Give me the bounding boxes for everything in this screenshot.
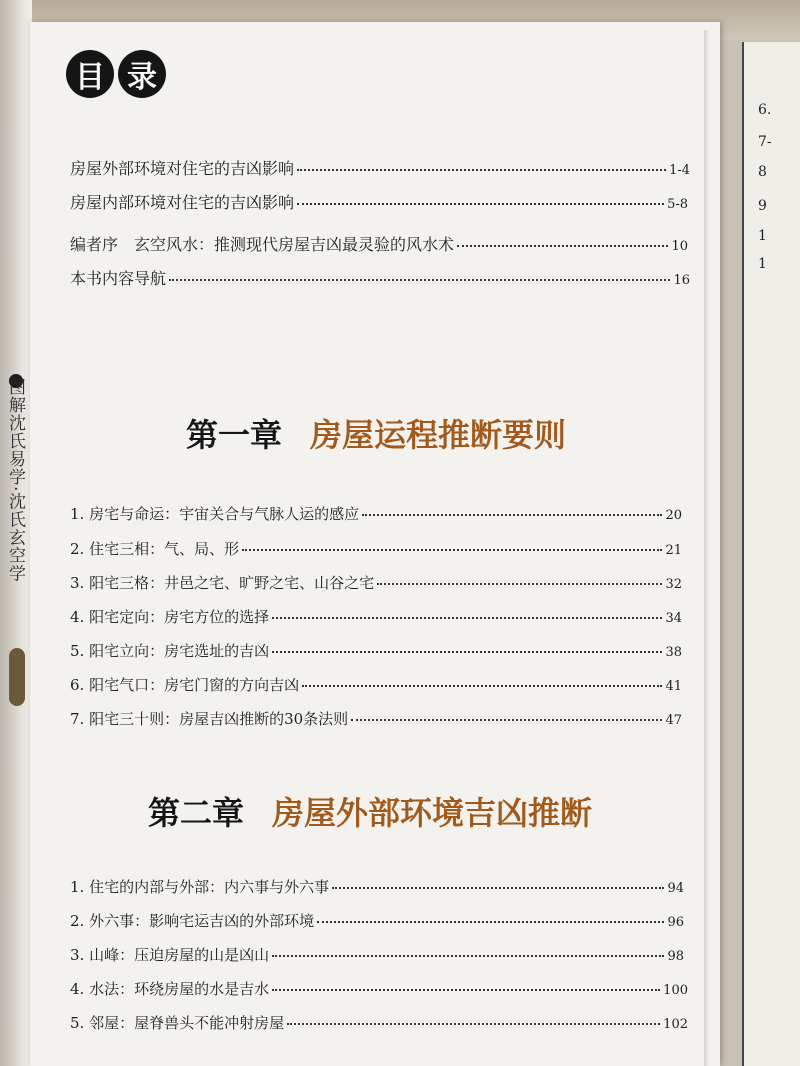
- toc-entry-label: 2. 住宅三相：气、局、形: [70, 540, 240, 558]
- page-title: [66, 50, 166, 98]
- leader-dots: [272, 617, 662, 619]
- toc-entry[interactable]: [70, 572, 682, 593]
- leader-dots: [351, 719, 662, 721]
- title-char: 录: [118, 50, 166, 98]
- next-page: [742, 42, 800, 1066]
- toc-entry-page: 1-4: [669, 163, 690, 178]
- toc-entry-page: 96: [667, 915, 684, 930]
- toc-entry-label: 4. 水法：环绕房屋的水是吉水: [70, 980, 270, 998]
- toc-entry-label: 3. 阳宅三格：井邑之宅、旷野之宅、山谷之宅: [70, 574, 375, 592]
- toc-entry-label: 5. 阳宅立向：房宅选址的吉凶: [70, 642, 270, 660]
- toc-entry-label: 1. 住宅的内部与外部：内六事与外六事: [70, 878, 330, 896]
- toc-entry[interactable]: [70, 156, 690, 179]
- next-page-fragment: 6.: [758, 102, 772, 118]
- title-char: 目: [66, 50, 114, 98]
- chapter-title: 房屋运程推断要则: [310, 416, 567, 454]
- next-page-fragment: 8: [758, 164, 767, 180]
- toc-entry[interactable]: [70, 910, 684, 931]
- leader-dots: [242, 549, 662, 551]
- toc-entry-page: 10: [671, 239, 688, 254]
- toc-entry-label: 7. 阳宅三十则：房屋吉凶推断的30条法则: [70, 710, 349, 728]
- next-page-fragment: 9: [758, 198, 767, 214]
- toc-entry[interactable]: [70, 538, 682, 559]
- spine-seal-icon: [9, 648, 25, 706]
- toc-entry-label: 4. 阳宅定向：房宅方位的选择: [70, 608, 270, 626]
- toc-entry-page: 16: [673, 273, 690, 288]
- toc-entry[interactable]: [70, 978, 688, 999]
- next-page-fragment: 7-: [758, 134, 772, 150]
- toc-entry-page: 100: [663, 983, 688, 998]
- toc-entry[interactable]: [70, 674, 682, 695]
- leader-dots: [377, 583, 662, 585]
- toc-entry-page: 47: [665, 713, 682, 728]
- leader-dots: [287, 1023, 660, 1025]
- chapter-number: 第一章: [186, 416, 283, 454]
- toc-entry[interactable]: [70, 708, 682, 729]
- page-edge: [704, 30, 710, 1066]
- chapter-number: 第二章: [148, 794, 245, 832]
- chapter-title: 房屋外部环境吉凶推断: [272, 794, 593, 832]
- leader-dots: [272, 955, 664, 957]
- toc-entry[interactable]: [70, 266, 690, 289]
- toc-entry-page: 102: [663, 1017, 688, 1032]
- toc-entry-page: 38: [665, 645, 682, 660]
- toc-entry-label: 房屋外部环境对住宅的吉凶影响: [70, 159, 295, 178]
- toc-entry-page: 41: [665, 679, 682, 694]
- toc-entry[interactable]: [70, 944, 684, 965]
- toc-entry-label: 本书内容导航: [70, 269, 167, 288]
- toc-entry-label: 2. 外六事：影响宅运吉凶的外部环境: [70, 912, 315, 930]
- chapter-heading: [186, 410, 566, 456]
- toc-entry-page: 94: [667, 881, 684, 896]
- toc-entry[interactable]: [70, 232, 688, 255]
- toc-entry[interactable]: [70, 640, 682, 661]
- toc-entry[interactable]: [70, 1012, 688, 1033]
- leader-dots: [169, 279, 670, 281]
- leader-dots: [317, 921, 664, 923]
- leader-dots: [457, 245, 668, 247]
- toc-entry-label: 房屋内部环境对住宅的吉凶影响: [70, 193, 295, 212]
- toc-entry-label: 3. 山峰：压迫房屋的山是凶山: [70, 946, 270, 964]
- leader-dots: [297, 203, 664, 205]
- toc-entry-page: 34: [665, 611, 682, 626]
- toc-entry-label: 1. 房宅与命运：宇宙关合与气脉人运的感应: [70, 505, 360, 523]
- leader-dots: [362, 514, 662, 516]
- spine-title: 图解沈氏易学·沈氏玄空学: [5, 378, 25, 583]
- leader-dots: [272, 651, 662, 653]
- leader-dots: [332, 887, 664, 889]
- leader-dots: [297, 169, 666, 171]
- toc-entry-page: 20: [665, 508, 682, 523]
- toc-entry-label: 编者序 玄空风水：推测现代房屋吉凶最灵验的风水术: [70, 235, 455, 254]
- next-page-fragment: 1: [758, 256, 767, 272]
- toc-entry[interactable]: [70, 190, 688, 213]
- chapter-heading: [148, 788, 592, 834]
- toc-entry[interactable]: [70, 876, 684, 897]
- toc-entry-label: 6. 阳宅气口：房宅门窗的方向吉凶: [70, 676, 300, 694]
- toc-entry-page: 21: [665, 543, 682, 558]
- toc-entry[interactable]: [70, 606, 682, 627]
- toc-entry-label: 5. 邻屋：屋脊兽头不能冲射房屋: [70, 1014, 285, 1032]
- toc-entry-page: 32: [665, 577, 682, 592]
- toc-entry-page: 98: [667, 949, 684, 964]
- leader-dots: [302, 685, 662, 687]
- next-page-fragment: 1: [758, 228, 767, 244]
- leader-dots: [272, 989, 660, 991]
- toc-entry[interactable]: [70, 503, 682, 524]
- toc-entry-page: 5-8: [667, 197, 688, 212]
